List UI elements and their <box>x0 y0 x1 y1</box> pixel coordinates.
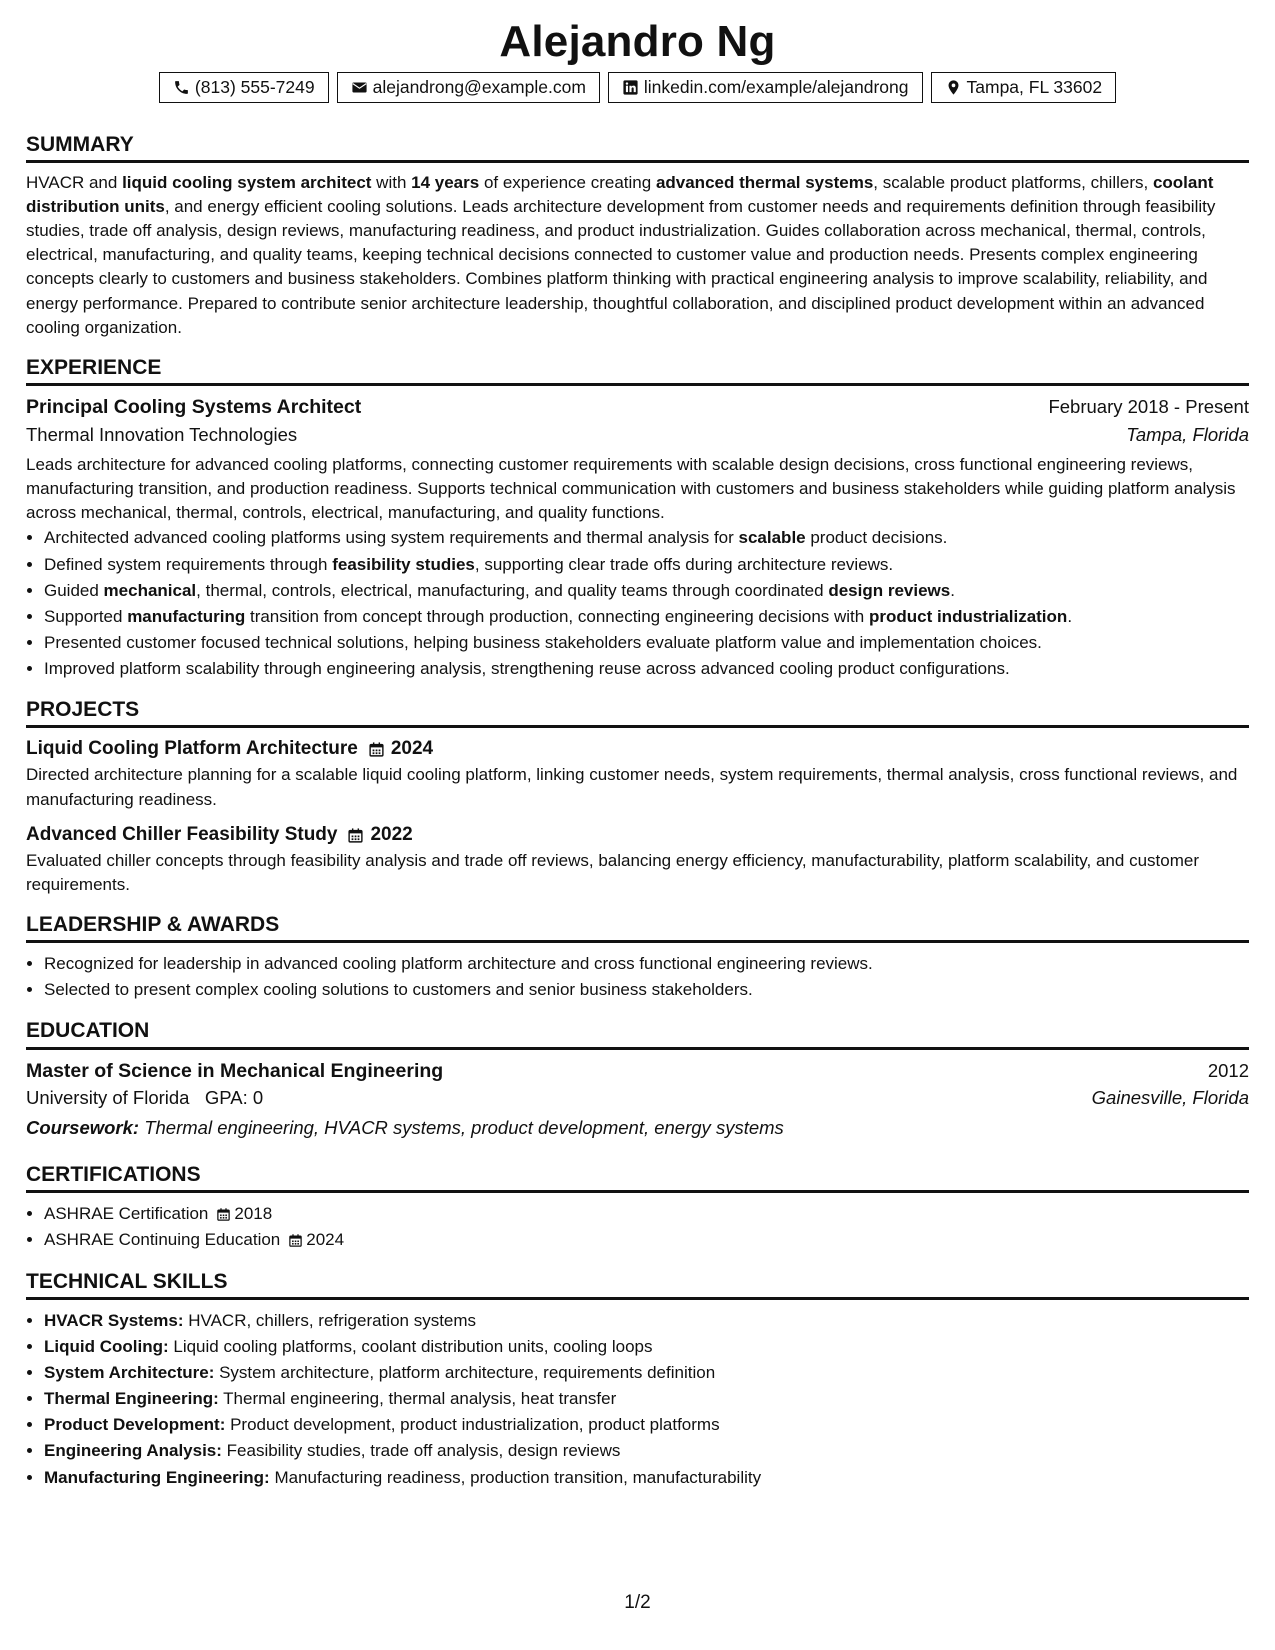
skill-label: HVACR Systems: <box>44 1310 184 1330</box>
text-run: Supported <box>44 606 128 626</box>
map-pin-icon <box>945 79 962 96</box>
skill-item <box>44 1308 1249 1334</box>
leadership-item: • Recognized for leadership in advanced cooling platform architecture and cross functional engineering reviews. <box>44 951 1249 977</box>
graduation-year: 2012 <box>1207 1059 1249 1081</box>
contact-bar <box>26 72 1249 102</box>
text-run: . <box>950 580 955 600</box>
school-name: University of Florida <box>26 1087 190 1109</box>
project-item <box>26 822 1249 897</box>
gpa: GPA: 0 <box>204 1087 264 1109</box>
education-header <box>26 1058 1249 1086</box>
skills-list <box>26 1308 1249 1491</box>
certification-year-group <box>288 1228 344 1252</box>
summary-text <box>26 171 1249 340</box>
leadership-list <box>26 951 1249 1003</box>
job-bullet <box>44 578 1249 604</box>
linkedin-text: linkedin.com/example/alejandrong <box>643 77 909 98</box>
project-name: Liquid Cooling Platform Architecture <box>26 738 358 760</box>
section-title-experience: EXPERIENCE <box>26 354 1249 386</box>
job-bullet <box>44 656 1249 682</box>
skill-label: Manufacturing Engineering: <box>44 1467 270 1487</box>
linkedin-icon <box>622 79 639 96</box>
skill-item <box>44 1438 1249 1464</box>
job-bullet-list <box>26 525 1249 682</box>
location-text: Tampa, FL 33602 <box>966 77 1103 98</box>
leadership-item: • Selected to present complex cooling solutions to customers and senior business stakeholders. <box>44 977 1249 1003</box>
bold-text: coolant distribution units <box>26 172 1214 217</box>
bold-text: 14 years <box>411 172 480 192</box>
skill-label: System Architecture: <box>44 1363 215 1383</box>
resume-page <box>26 18 1249 1505</box>
school-location: Gainesville, Florida <box>1091 1087 1249 1109</box>
text-run: , supporting clear trade offs during architecture reviews. <box>474 554 894 574</box>
coursework-text: Thermal engineering, HVACR systems, product development, energy systems <box>139 1116 784 1138</box>
bold-text: scalable <box>738 528 806 548</box>
section-title-projects: PROJECTS <box>26 696 1249 728</box>
certification-list <box>26 1201 1249 1253</box>
skill-value: Feasibility studies, trade off analysis, design reviews <box>221 1441 621 1461</box>
contact-email[interactable] <box>337 72 600 102</box>
job-bullet <box>44 604 1249 630</box>
skill-item <box>44 1465 1249 1491</box>
skill-label: Product Development: <box>44 1415 226 1435</box>
section-title-summary: SUMMARY <box>26 131 1249 163</box>
education-subheader <box>26 1085 1249 1111</box>
text-run: Architected advanced cooling platforms using system requirements and thermal analysis for <box>44 528 739 548</box>
phone-icon <box>173 79 190 96</box>
project-year-group <box>368 736 433 763</box>
job-bullet <box>44 525 1249 551</box>
leadership-section <box>26 911 1249 1004</box>
project-description: Directed architecture planning for a scalable liquid cooling platform, linking customer needs, system requirements, thermal analysis, cross functional reviews, and manufacturing readiness. <box>26 765 1238 809</box>
skill-value: Product development, product industrialization, product platforms <box>225 1415 720 1435</box>
contact-phone[interactable] <box>159 72 329 102</box>
section-title-education: EDUCATION <box>26 1017 1249 1049</box>
project-description: Evaluated chiller concepts through feasibility analysis and trade off reviews, balancing energy efficiency, manufacturability, platform scalability, and customer requirements. <box>26 850 1199 894</box>
job-dates: February 2018 - Present <box>1048 396 1249 418</box>
text-run: Defined system requirements through <box>44 554 333 574</box>
skill-item <box>44 1386 1249 1412</box>
project-year: 2022 <box>370 823 413 845</box>
degree: Master of Science in Mechanical Engineering <box>26 1059 444 1082</box>
text-run: transition from concept through production, connecting engineering decisions with <box>245 606 869 626</box>
skill-item <box>44 1334 1249 1360</box>
certification-year: 2024 <box>306 1230 345 1250</box>
text-run: , thermal, controls, electrical, manufacturing, and quality teams through coordinated <box>196 580 829 600</box>
skill-label: Engineering Analysis: <box>44 1441 222 1461</box>
job-location: Tampa, Florida <box>1126 423 1249 445</box>
section-title-skills: TECHNICAL SKILLS <box>26 1268 1249 1300</box>
project-item <box>26 736 1249 811</box>
project-header <box>26 822 1249 849</box>
text-run: Guided <box>44 580 104 600</box>
certification-name: • ASHRAE Certification <box>44 1204 209 1224</box>
text-run: . <box>1067 606 1073 626</box>
certification-name: • ASHRAE Continuing Education <box>44 1230 281 1250</box>
bold-text: product industrialization <box>868 606 1068 626</box>
experience-section <box>26 354 1249 682</box>
page-number: 1/2 <box>624 1592 651 1613</box>
envelope-icon <box>351 79 368 96</box>
summary-section <box>26 131 1249 340</box>
education-section <box>26 1017 1249 1141</box>
project-header <box>26 736 1249 763</box>
skills-section <box>26 1268 1249 1491</box>
skill-value: Liquid cooling platforms, coolant distribution units, cooling loops <box>168 1336 653 1356</box>
projects-section <box>26 696 1249 897</box>
section-title-leadership: LEADERSHIP & AWARDS <box>26 911 1249 943</box>
text-run: of experience creating <box>479 172 656 192</box>
certification-year: 2018 <box>234 1204 273 1224</box>
phone-text: (813) 555-7249 <box>194 77 315 98</box>
skill-item <box>44 1360 1249 1386</box>
contact-location <box>931 72 1117 102</box>
project-year: 2024 <box>390 738 434 760</box>
text-run: HVACR and <box>26 172 123 192</box>
text-run: product decisions. <box>805 528 948 548</box>
coursework-label: Coursework: <box>26 1116 140 1138</box>
job-bullet <box>44 630 1249 656</box>
text-run: , scalable product platforms, chillers, <box>873 172 1153 192</box>
bold-text: feasibility studies <box>332 554 475 574</box>
job-bullet <box>44 552 1249 578</box>
certification-row <box>44 1228 344 1252</box>
job-description: Leads architecture for advanced cooling platforms, connecting customer requirements with scalable design decisions, cross functional engineering reviews, manufacturing transition, and production readiness. Supports technical communication with customers and business stakeholders while guiding platform analysis across mechanical, thermal, controls, electrical, manufacturing, and quality functions. <box>26 455 1236 523</box>
skill-value: Thermal engineering, thermal analysis, heat transfer <box>218 1389 617 1409</box>
skill-label: Liquid Cooling: <box>44 1336 169 1356</box>
bold-text: liquid cooling system architect <box>122 172 372 192</box>
job-subheader <box>26 422 1249 448</box>
contact-linkedin[interactable] <box>608 72 923 102</box>
bold-text: design reviews <box>828 580 951 600</box>
job-title: Principal Cooling Systems Architect <box>26 396 362 419</box>
candidate-name: Alejandro Ng <box>499 17 776 66</box>
section-title-certifications: CERTIFICATIONS <box>26 1161 1249 1193</box>
certification-row <box>44 1202 272 1226</box>
calendar-icon <box>288 1233 303 1248</box>
certification-year-group <box>216 1202 272 1226</box>
calendar-icon <box>368 741 385 758</box>
job-header <box>26 394 1249 422</box>
calendar-icon <box>216 1207 231 1222</box>
certifications-section <box>26 1161 1249 1254</box>
skill-value: HVACR, chillers, refrigeration systems <box>183 1310 477 1330</box>
text-run: with <box>371 172 412 192</box>
email-text: alejandrong@example.com <box>372 77 586 98</box>
calendar-icon <box>347 827 364 844</box>
school-group <box>26 1085 263 1111</box>
skill-label: Thermal Engineering: <box>44 1389 219 1409</box>
job-company: Thermal Innovation Technologies <box>26 423 298 445</box>
project-year-group <box>347 822 412 849</box>
text-run: Improved platform scalability through engineering analysis, strengthening reuse across advanced cooling product configurations. <box>44 659 1010 679</box>
bold-text: advanced thermal systems <box>655 172 874 192</box>
text-run: , and energy efficient cooling solutions. Leads architecture development from customer needs and requirements definition through feasibility studies, trade off analysis, design reviews, manufacturing readiness, and product industrialization. Guides collaboration across mechanical, thermal, controls, electrical, manufacturing, and quality teams, keeping technical decisions connected to customer value and production needs. Presents complex engineering concepts clearly to customers and business stakeholders. Combines platform thinking with practical engineering analysis to improve scalability, reliability, and energy performance. Prepared to contribute senior architecture leadership, thoughtful collaboration, and disciplined product development within an advanced cooling organization. <box>26 197 1216 337</box>
skill-value: Manufacturing readiness, production transition, manufacturability <box>269 1467 762 1487</box>
coursework <box>26 1115 1249 1141</box>
skill-item <box>44 1412 1249 1438</box>
text-run: Presented customer focused technical solutions, helping business stakeholders evaluate platform value and implementation choices. <box>44 632 1042 652</box>
skill-value: System architecture, platform architecture, requirements definition <box>214 1363 716 1383</box>
certification-item <box>44 1201 1249 1227</box>
bold-text: manufacturing <box>127 606 246 626</box>
project-name: Advanced Chiller Feasibility Study <box>26 823 338 845</box>
bold-text: mechanical <box>103 580 197 600</box>
certification-item <box>44 1227 1249 1253</box>
